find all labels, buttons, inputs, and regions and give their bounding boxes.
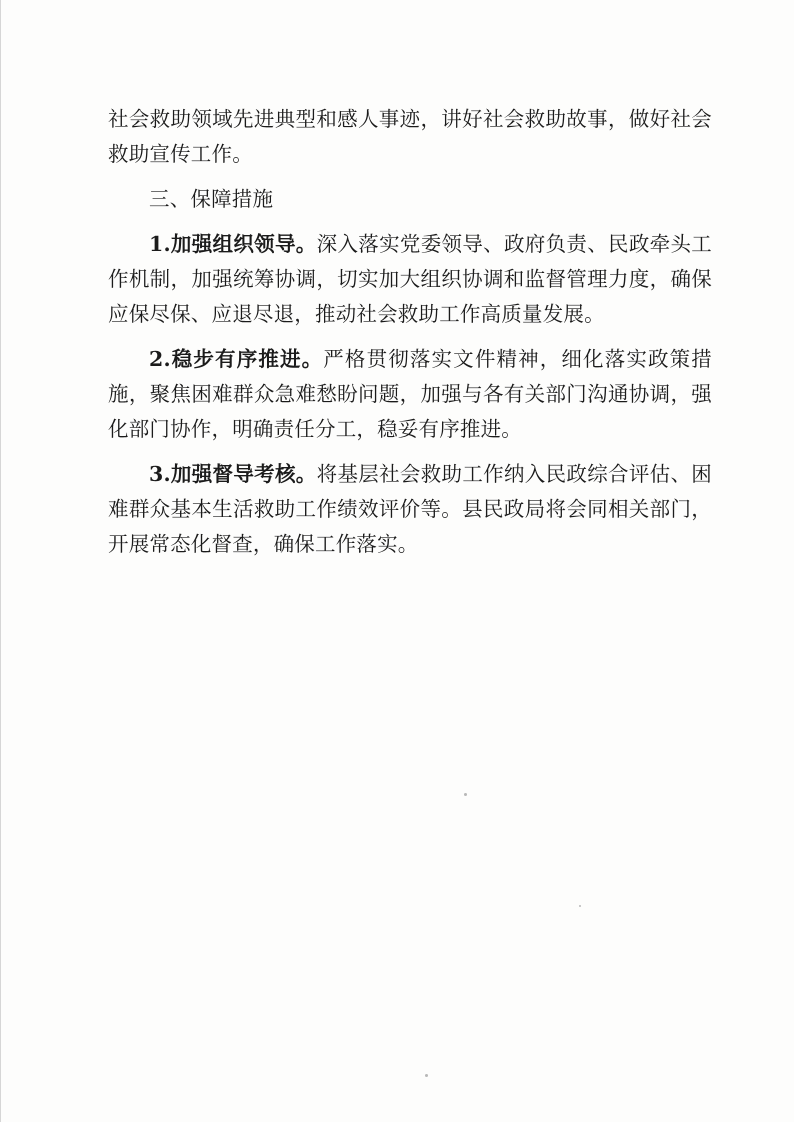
measure-item-2-body: 严格贯彻落实文件精神，细化落实政策措施，聚焦困难群众急难愁盼问题，加强与各有关部门沟通协调，强化部门协作，明确责任分工，稳妥有序推进。 — [108, 347, 712, 441]
measure-item-3 — [108, 457, 712, 562]
measure-item-1-title: 1.加强组织领导。 — [149, 232, 317, 256]
section-heading: 三、保障措施 — [149, 187, 274, 211]
scan-speck — [425, 1074, 428, 1077]
scan-speck — [579, 905, 581, 907]
measure-item-2 — [108, 342, 712, 447]
measure-item-3-title: 3.加强督导考核。 — [149, 462, 317, 486]
intro-paragraph: 社会救助领域先进典型和感人事迹，讲好社会救助故事，做好社会救助宣传工作。 — [108, 107, 712, 166]
document-body — [108, 102, 712, 572]
measure-item-1 — [108, 227, 712, 332]
measure-item-1-body: 深入落实党委领导、政府负责、民政牵头工作机制，加强统筹协调，切实加大组织协调和监督管理力度，确保应保尽保、应退尽退，推动社会救助工作高质量发展。 — [108, 232, 712, 326]
measure-item-3-body: 将基层社会救助工作纳入民政综合评估、困难群众基本生活救助工作绩效评价等。县民政局将会同相关部门，开展常态化督查，确保工作落实。 — [108, 462, 712, 556]
measure-item-2-title: 2.稳步有序推进。 — [149, 347, 324, 371]
scan-speck — [464, 793, 467, 796]
